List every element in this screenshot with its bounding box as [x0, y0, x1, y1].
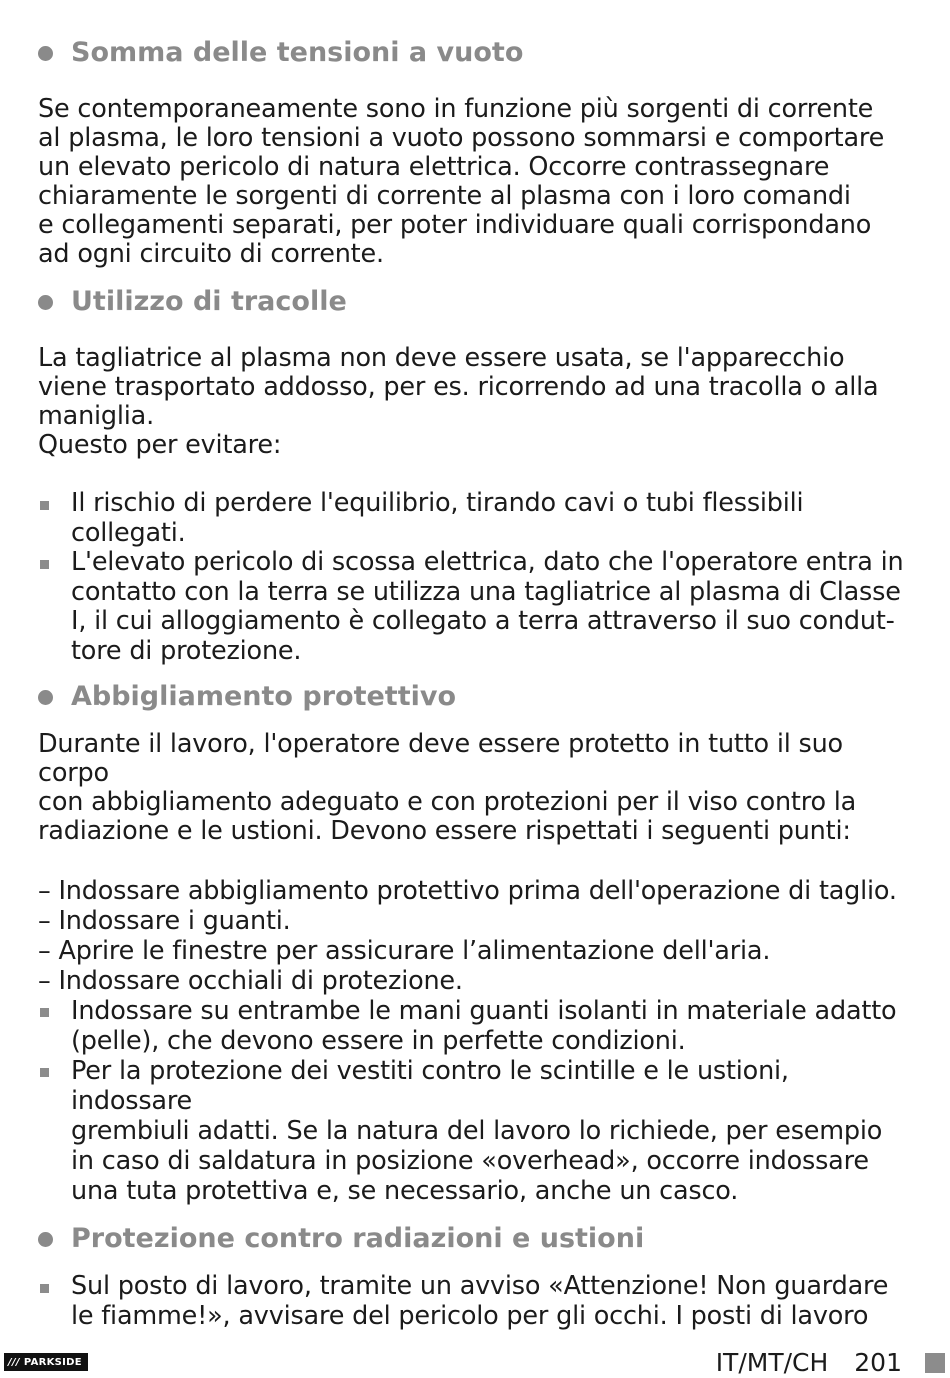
text-line: in caso di saldatura in posizione «overhead», occorre indossare [71, 1146, 869, 1176]
text-line: viene trasportato addosso, per es. ricorrendo ad una tracolla o alla [38, 372, 879, 402]
text-line: contatto con la terra se utilizza una tagliatrice al plasma di Classe [71, 576, 901, 607]
list-item [38, 548, 910, 666]
paragraph [38, 344, 910, 460]
text-line: tore di protezione. [71, 635, 302, 666]
heading-text: Utilizzo di tracolle [71, 286, 347, 317]
list-item [38, 996, 910, 1056]
text-line: I, il cui alloggiamento è collegato a terra attraverso il suo condut- [71, 606, 895, 636]
logo-text: PARKSIDE [23, 1356, 82, 1368]
footer-square-marker [925, 1353, 945, 1373]
list-item [38, 1272, 910, 1331]
heading-text: Protezione contro radiazioni e ustioni [71, 1223, 645, 1254]
text-line: Questo per evitare: [38, 430, 282, 460]
bullet-dot-icon [38, 46, 53, 61]
text-line: Indossare su entrambe le mani guanti isolanti in materiale adatto [71, 996, 897, 1026]
text-line: ad ogni circuito di corrente. [38, 239, 384, 269]
section-heading-protezione-radiazioni [38, 1220, 910, 1258]
section-heading-abbigliamento [38, 678, 910, 716]
paragraph [38, 95, 910, 269]
text-line: Per la protezione dei vestiti contro le scintille e le ustioni, indossare [71, 1056, 789, 1116]
heading-text: Abbigliamento protettivo [71, 681, 457, 712]
bullet-dot-icon [38, 1232, 53, 1247]
dash-list-item: – Indossare abbigliamento protettivo prima dell'operazione di taglio. [38, 876, 897, 906]
text-line: Il rischio di perdere l'equilibrio, tirando cavi o tubi flessibili [71, 488, 804, 518]
text-line: una tuta protettiva e, se necessario, anche un casco. [71, 1176, 739, 1206]
text-line: radiazione e le ustioni. Devono essere rispettati i seguenti punti: [38, 816, 851, 846]
text-line: L'elevato pericolo di scossa elettrica, dato che l'operatore entra in [71, 547, 904, 577]
text-line: maniglia. [38, 401, 155, 431]
square-bullet-icon [40, 1008, 49, 1017]
list-item [38, 489, 910, 548]
text-line: con abbigliamento adeguato e con protezioni per il viso contro la [38, 787, 857, 817]
bullet-dot-icon [38, 690, 53, 705]
heading-text: Somma delle tensioni a vuoto [71, 37, 524, 68]
dash-list-item: – Indossare i guanti. [38, 906, 291, 936]
text-line: chiaramente le sorgenti di corrente al plasma con i loro comandi [38, 181, 851, 211]
text-line: e collegamenti separati, per poter individuare quali corrispondano [38, 210, 872, 240]
dash-list-item: – Aprire le finestre per assicurare l’alimentazione dell'aria. [38, 936, 771, 966]
page-content [38, 34, 910, 1331]
parkside-logo [4, 1353, 88, 1371]
section-heading-somma-tensioni [38, 34, 910, 72]
list-item [38, 1056, 910, 1206]
text-line: Durante il lavoro, l'operatore deve essere protetto in tutto il suo corpo [38, 729, 843, 788]
text-line: un elevato pericolo di natura elettrica. Occorre contrassegnare [38, 152, 830, 182]
square-bullet-icon [40, 1284, 49, 1293]
square-bullet-icon [40, 560, 49, 569]
text-line: Sul posto di lavoro, tramite un avviso «Attenzione! Non guardare [71, 1271, 889, 1301]
logo-mark: /// [8, 1356, 20, 1368]
text-line: grembiuli adatti. Se la natura del lavoro lo richiede, per esempio [71, 1116, 883, 1146]
text-line: (pelle), che devono essere in perfette condizioni. [71, 1026, 686, 1056]
text-line: Se contemporaneamente sono in funzione più sorgenti di corrente [38, 94, 874, 124]
text-line: le fiamme!», avvisare del pericolo per gli occhi. I posti di lavoro [71, 1300, 869, 1331]
square-bullet-icon [40, 501, 49, 510]
square-bullet-icon [40, 1068, 49, 1077]
locale-label: IT/MT/CH [715, 1348, 829, 1377]
page-footer [716, 1348, 902, 1377]
paragraph [38, 730, 910, 846]
text-line: La tagliatrice al plasma non deve essere usata, se l'apparecchio [38, 343, 845, 373]
bullet-dot-icon [38, 295, 53, 310]
section-heading-utilizzo-tracolle [38, 283, 910, 321]
dash-list-item: – Indossare occhiali di protezione. [38, 966, 463, 996]
text-line: al plasma, le loro tensioni a vuoto possono sommarsi e comportare [38, 123, 885, 153]
page-number: 201 [854, 1348, 902, 1377]
text-line: collegati. [71, 517, 186, 548]
